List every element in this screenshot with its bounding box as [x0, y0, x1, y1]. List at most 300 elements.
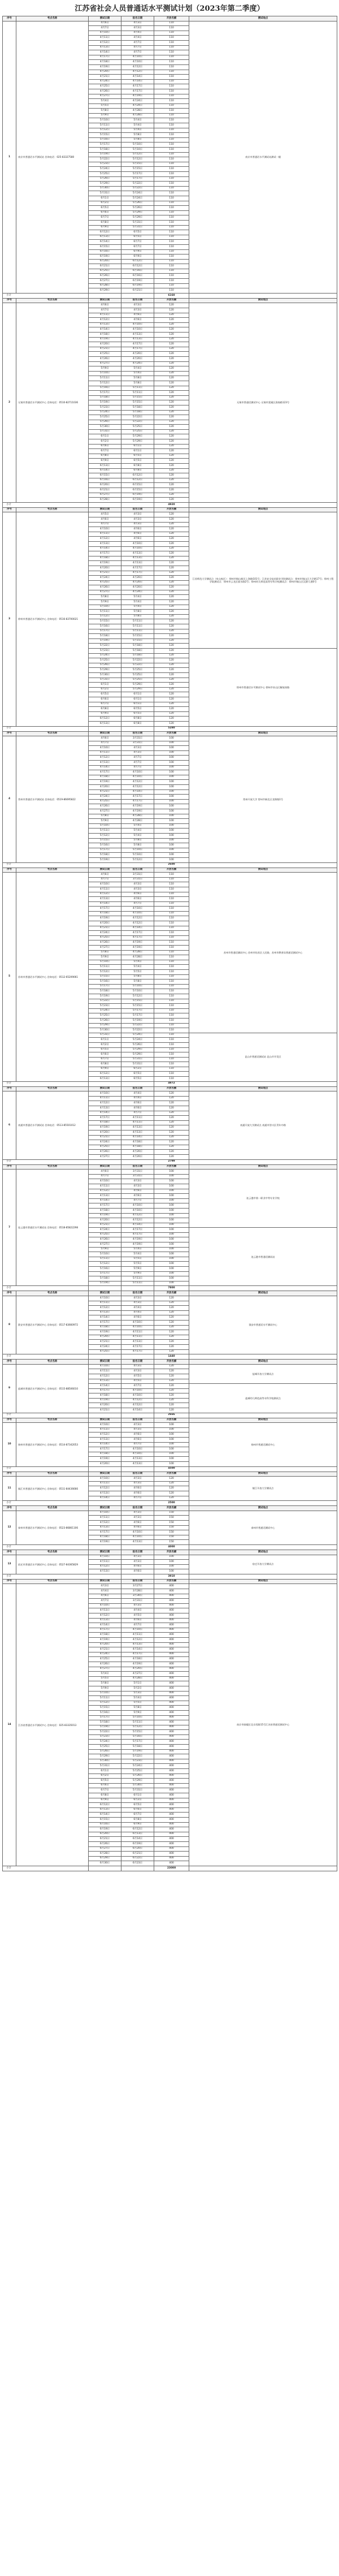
- subtotal-label: 小计: [3, 1081, 89, 1086]
- subtotal-value: 2500: [154, 1501, 189, 1506]
- capacity-cell: 120: [154, 483, 189, 488]
- test-date-cell: 4月12日: [89, 1520, 121, 1525]
- test-date-cell: 6月5日: [89, 692, 121, 697]
- test-date-cell: 4月19日: [89, 1398, 121, 1403]
- capacity-cell: 100: [154, 829, 189, 834]
- site-name: 徐州市普通话水平测试中心 咨询电话：0516-83700021: [16, 512, 89, 726]
- site-name: 苏州市普通话水平测试中心 咨询电话：0512-65209061: [16, 873, 89, 1082]
- registration-date-cell: 5月4日: [121, 128, 154, 133]
- capacity-cell: 120: [154, 405, 189, 410]
- test-date-cell: 5月16日: [89, 137, 121, 143]
- capacity-cell: 120: [154, 444, 189, 449]
- subtotal-label: 小计: [3, 1501, 89, 1506]
- registration-date-cell: 4月6日: [121, 1189, 154, 1194]
- test-date-cell: 5月11日: [89, 1696, 121, 1701]
- test-date-cell: 5月12日: [89, 833, 121, 838]
- capacity-cell: 120: [154, 473, 189, 478]
- registration-date-cell: 4月6日: [121, 1525, 154, 1530]
- capacity-cell: 110: [154, 230, 189, 235]
- test-date-cell: 4月18日: [89, 911, 121, 916]
- registration-date-cell: 5月19日: [121, 1018, 154, 1023]
- registration-date-cell: 4月10日: [121, 322, 154, 327]
- subtotal-row: [3, 1354, 337, 1360]
- capacity-cell: 120: [154, 356, 189, 361]
- registration-date-cell: 4月3日: [121, 1516, 154, 1521]
- test-date-cell: 4月25日: [89, 1657, 121, 1662]
- registration-date-cell: 6月23日: [121, 1861, 154, 1866]
- site-seq: 13: [3, 1555, 16, 1574]
- header-test-date: 测试日期: [89, 868, 121, 873]
- registration-date-cell: 4月3日: [121, 512, 154, 517]
- registration-date-cell: 3月31日: [121, 873, 154, 878]
- capacity-cell: 110: [154, 1057, 189, 1062]
- test-date-cell: 4月17日: [89, 55, 121, 60]
- registration-date-cell: 4月19日: [121, 1662, 154, 1667]
- capacity-cell: 120: [154, 1306, 189, 1311]
- test-date-cell: 4月24日: [89, 576, 121, 581]
- registration-date-cell: 4月10日: [121, 1320, 154, 1325]
- registration-date-cell: 5月11日: [121, 386, 154, 391]
- capacity-cell: 100: [154, 1276, 189, 1281]
- capacity-cell: 400: [154, 1827, 189, 1832]
- registration-date-cell: 4月19日: [121, 946, 154, 951]
- header-row: [3, 1550, 337, 1555]
- test-date-cell: 4月11日: [89, 1096, 121, 1101]
- registration-date-cell: 4月14日: [121, 926, 154, 931]
- test-date-cell: 5月26日: [89, 1018, 121, 1023]
- test-date-cell: 6月7日: [89, 702, 121, 707]
- capacity-cell: 120: [154, 1408, 189, 1413]
- registration-date-cell: 4月27日: [121, 1672, 154, 1677]
- header-reg-date: 报名日期: [121, 1506, 154, 1511]
- registration-date-cell: 6月6日: [121, 1807, 154, 1813]
- capacity-cell: 110: [154, 162, 189, 167]
- header-capacity: 开放名额: [154, 868, 189, 873]
- registration-date-cell: 6月5日: [121, 711, 154, 717]
- registration-date-cell: 4月6日: [121, 1101, 154, 1106]
- capacity-cell: 110: [154, 1013, 189, 1019]
- test-date-cell: 4月11日: [89, 1369, 121, 1374]
- header-seq: 序号: [3, 731, 16, 736]
- registration-date-cell: 4月10日: [121, 911, 154, 916]
- test-date-cell: 5月17日: [89, 848, 121, 853]
- test-date-cell: 4月11日: [89, 1481, 121, 1486]
- registration-date-cell: 4月6日: [121, 1486, 154, 1491]
- registration-date-cell: 3月31日: [121, 736, 154, 741]
- registration-date-cell: 4月10日: [121, 775, 154, 780]
- header-location: 测试地点: [189, 1291, 337, 1296]
- capacity-cell: 100: [154, 1208, 189, 1213]
- capacity-cell: 100: [154, 1232, 189, 1237]
- registration-date-cell: 5月25日: [121, 668, 154, 673]
- subtotal-value: 4000: [154, 1544, 189, 1550]
- test-date-cell: 4月11日: [89, 750, 121, 756]
- capacity-cell: 400: [154, 1734, 189, 1740]
- test-date-cell: 4月19日: [89, 561, 121, 566]
- capacity-cell: 400: [154, 1706, 189, 1711]
- test-date-cell: 4月13日: [89, 897, 121, 902]
- test-date-cell: 5月22日: [89, 999, 121, 1004]
- capacity-cell: 400: [154, 1793, 189, 1798]
- registration-date-cell: 5月8日: [121, 381, 154, 386]
- test-date-cell: 6月13日: [89, 1077, 121, 1082]
- capacity-cell: 100: [154, 1218, 189, 1223]
- registration-date-cell: 5月29日: [121, 683, 154, 688]
- registration-date-cell: 6月5日: [121, 707, 154, 712]
- registration-date-cell: 6月8日: [121, 1817, 154, 1822]
- test-date-cell: 5月9日: [89, 1686, 121, 1691]
- test-date-cell: 4月13日: [89, 1194, 121, 1199]
- test-date-cell: 4月13日: [89, 1106, 121, 1111]
- subtotal-empty: [121, 1466, 154, 1472]
- capacity-cell: 110: [154, 84, 189, 89]
- header-row: [3, 1086, 337, 1091]
- capacity-cell: 400: [154, 1846, 189, 1852]
- capacity-cell: 120: [154, 1315, 189, 1321]
- test-date-cell: 5月5日: [89, 103, 121, 109]
- registration-date-cell: 4月7日: [121, 765, 154, 770]
- capacity-cell: 110: [154, 916, 189, 921]
- test-date-cell: 4月14日: [89, 327, 121, 333]
- test-date-cell: 6月1日: [89, 1038, 121, 1043]
- test-date-cell: 6月27日: [89, 493, 121, 498]
- table-row: [3, 873, 337, 878]
- capacity-cell: 110: [154, 103, 189, 109]
- registration-date-cell: 4月3日: [121, 750, 154, 756]
- registration-date-cell: 4月10日: [121, 1208, 154, 1213]
- registration-date-cell: 4月6日: [121, 897, 154, 902]
- test-date-cell: 5月12日: [89, 970, 121, 975]
- header-location: 测试地点: [189, 1579, 337, 1584]
- site-seq: 4: [3, 736, 16, 862]
- capacity-cell: 120: [154, 1403, 189, 1408]
- header-reg-date: 报名日期: [121, 1418, 154, 1423]
- test-date-cell: 6月20日: [89, 1832, 121, 1837]
- registration-date-cell: 4月19日: [121, 809, 154, 814]
- test-date-cell: 6月6日: [89, 210, 121, 215]
- registration-date-cell: 4月17日: [121, 84, 154, 89]
- capacity-cell: 110: [154, 64, 189, 70]
- registration-date-cell: 6月1日: [121, 449, 154, 454]
- test-date-cell: 5月9日: [89, 955, 121, 960]
- subtotal-empty: [121, 1574, 154, 1579]
- site-name: 南京市普通话水平测试站 咨询电话：025-83327580: [16, 21, 89, 293]
- header-seq: 序号: [3, 1360, 16, 1365]
- header-location: 测试地点: [189, 1164, 337, 1170]
- subtotal-empty: [121, 1413, 154, 1418]
- test-date-cell: 4月6日: [89, 873, 121, 878]
- capacity-cell: 150: [154, 1511, 189, 1516]
- registration-date-cell: 4月5日: [121, 1379, 154, 1384]
- test-date-cell: 5月8日: [89, 814, 121, 819]
- registration-date-cell: 4月4日: [121, 36, 154, 41]
- capacity-cell: 100: [154, 746, 189, 751]
- capacity-cell: 120: [154, 1111, 189, 1116]
- header-location: 测试地点: [189, 1472, 337, 1477]
- test-date-cell: 4月18日: [89, 1120, 121, 1125]
- header-test-date: 测试日期: [89, 1360, 121, 1365]
- capacity-cell: 120: [154, 327, 189, 333]
- registration-date-cell: 4月24日: [121, 361, 154, 366]
- capacity-cell: 110: [154, 921, 189, 926]
- test-date-cell: 5月26日: [89, 1749, 121, 1754]
- test-plan-body: [3, 16, 337, 1871]
- registration-date-cell: 6月1日: [121, 702, 154, 707]
- registration-date-cell: 5月15日: [121, 1730, 154, 1735]
- capacity-cell: 120: [154, 1125, 189, 1130]
- registration-date-cell: 5月18日: [121, 1745, 154, 1750]
- test-date-cell: 5月18日: [89, 395, 121, 400]
- capacity-cell: 110: [154, 75, 189, 80]
- capacity-cell: 150: [154, 1530, 189, 1535]
- registration-date-cell: 5月4日: [121, 965, 154, 970]
- capacity-cell: 400: [154, 1642, 189, 1647]
- subtotal-empty: [121, 1159, 154, 1164]
- registration-date-cell: 5月10日: [121, 853, 154, 858]
- subtotal-label: 小计: [3, 726, 89, 731]
- capacity-cell: 110: [154, 1042, 189, 1047]
- test-date-cell: 6月19日: [89, 254, 121, 260]
- capacity-cell: 120: [154, 1106, 189, 1111]
- capacity-cell: 110: [154, 264, 189, 269]
- test-date-cell: 5月10日: [89, 823, 121, 829]
- site-name: 扬州市普通话水平测试中心 咨询电话：0514-87342053: [16, 1423, 89, 1466]
- test-date-cell: 6月9日: [89, 711, 121, 717]
- registration-date-cell: 4月4日: [121, 31, 154, 36]
- site-seq: 14: [3, 1584, 16, 1866]
- capacity-cell: 400: [154, 1749, 189, 1754]
- capacity-cell: 120: [154, 1330, 189, 1335]
- subtotal-value: 2666: [154, 1413, 189, 1418]
- registration-date-cell: 5月11日: [121, 1720, 154, 1725]
- subtotal-row: [3, 1501, 337, 1506]
- header-seq: 序号: [3, 298, 16, 303]
- registration-date-cell: 3月28日: [121, 1589, 154, 1594]
- capacity-cell: 120: [154, 415, 189, 420]
- capacity-cell: 120: [154, 707, 189, 712]
- registration-date-cell: 4月19日: [121, 1237, 154, 1242]
- registration-date-cell: 5月22日: [121, 420, 154, 425]
- test-date-cell: 4月6日: [89, 736, 121, 741]
- registration-date-cell: 5月25日: [121, 425, 154, 430]
- capacity-cell: 110: [154, 960, 189, 965]
- registration-date-cell: 4月10日: [121, 1452, 154, 1457]
- capacity-cell: 400: [154, 1618, 189, 1623]
- registration-date-cell: 5月25日: [121, 429, 154, 434]
- test-date-cell: 4月25日: [89, 935, 121, 940]
- test-date-cell: 4月21日: [89, 1223, 121, 1228]
- test-location: 宿迁开放大学测试点: [189, 1555, 337, 1574]
- test-date-cell: 4月7日: [89, 1174, 121, 1179]
- test-location: 徐州市普通话水平测试中心 徐州市泉山区解放南路: [189, 649, 337, 727]
- test-date-cell: 6月2日: [89, 687, 121, 692]
- capacity-cell: 110: [154, 70, 189, 75]
- registration-date-cell: 4月28日: [121, 955, 154, 960]
- registration-date-cell: 4月3日: [121, 1427, 154, 1432]
- registration-date-cell: 4月12日: [121, 916, 154, 921]
- capacity-cell: 120: [154, 1140, 189, 1145]
- table-row: [3, 1364, 337, 1369]
- test-date-cell: 4月20日: [89, 785, 121, 790]
- registration-date-cell: 5月31日: [121, 1062, 154, 1067]
- test-date-cell: 5月4日: [89, 99, 121, 104]
- test-date-cell: 4月21日: [89, 1647, 121, 1652]
- capacity-cell: 110: [154, 50, 189, 55]
- header-capacity: 开放名额: [154, 507, 189, 512]
- capacity-cell: 110: [154, 148, 189, 153]
- registration-date-cell: 4月7日: [121, 50, 154, 55]
- capacity-cell: 110: [154, 1072, 189, 1077]
- subtotal-empty: [89, 862, 121, 868]
- header-capacity: 开放名额: [154, 1086, 189, 1091]
- test-date-cell: 4月24日: [89, 1140, 121, 1145]
- test-date-cell: 5月16日: [89, 980, 121, 985]
- capacity-cell: 120: [154, 1301, 189, 1306]
- registration-date-cell: 4月10日: [121, 907, 154, 912]
- capacity-cell: 120: [154, 551, 189, 556]
- registration-date-cell: 5月10日: [121, 1715, 154, 1720]
- test-date-cell: 5月24日: [89, 653, 121, 658]
- capacity-cell: 120: [154, 1335, 189, 1340]
- registration-date-cell: 4月3日: [121, 1296, 154, 1301]
- test-date-cell: 5月10日: [89, 960, 121, 965]
- test-date-cell: 6月14日: [89, 468, 121, 473]
- registration-date-cell: 4月7日: [121, 761, 154, 766]
- test-date-cell: 5月8日: [89, 109, 121, 114]
- test-date-cell: 5月19日: [89, 638, 121, 644]
- registration-date-cell: 4月3日: [121, 1555, 154, 1560]
- registration-date-cell: 4月17日: [121, 566, 154, 571]
- document-title: 江苏省社会人员普通话水平测试计划（2023年第二季度）: [75, 5, 264, 13]
- header-seq: 序号: [3, 1291, 16, 1296]
- test-date-cell: 4月7日: [89, 522, 121, 527]
- registration-date-cell: 4月7日: [121, 1198, 154, 1203]
- capacity-cell: 120: [154, 333, 189, 338]
- test-date-cell: 6月21日: [89, 264, 121, 269]
- test-date-cell: 5月8日: [89, 595, 121, 600]
- capacity-cell: 110: [154, 873, 189, 878]
- test-date-cell: 4月11日: [89, 1184, 121, 1189]
- table-row: [3, 1170, 337, 1175]
- site-name: 南通市普通话水平测试站 咨询电话：0513-85501012: [16, 1091, 89, 1159]
- test-date-cell: 6月21日: [89, 488, 121, 493]
- registration-date-cell: 4月12日: [121, 785, 154, 790]
- capacity-cell: 110: [154, 887, 189, 892]
- registration-date-cell: 4月12日: [121, 64, 154, 70]
- test-date-cell: 5月19日: [89, 1725, 121, 1730]
- capacity-cell: 100: [154, 1170, 189, 1175]
- capacity-cell: 110: [154, 926, 189, 931]
- test-date-cell: 4月10日: [89, 746, 121, 751]
- registration-date-cell: 4月6日: [121, 1491, 154, 1496]
- subtotal-empty: [121, 1354, 154, 1360]
- test-date-cell: 4月18日: [89, 1535, 121, 1540]
- registration-date-cell: 5月19日: [121, 1749, 154, 1754]
- registration-date-cell: 4月13日: [121, 1340, 154, 1345]
- registration-date-cell: 5月4日: [121, 1247, 154, 1252]
- test-date-cell: 4月25日: [89, 352, 121, 357]
- test-date-cell: 6月27日: [89, 1846, 121, 1852]
- subtotal-value: 7800: [154, 1286, 189, 1291]
- test-date-cell: 4月7日: [89, 308, 121, 313]
- registration-date-cell: 6月21日: [121, 288, 154, 294]
- subtotal-empty: [89, 1544, 121, 1550]
- header-site: 考点名称: [16, 1360, 89, 1365]
- header-seq: 序号: [3, 1506, 16, 1511]
- header-test-date: 测试日期: [89, 1579, 121, 1584]
- test-date-cell: 6月13日: [89, 1807, 121, 1813]
- registration-date-cell: 4月6日: [121, 527, 154, 532]
- test-date-cell: 4月10日: [89, 1296, 121, 1301]
- test-date-cell: 5月31日: [89, 678, 121, 683]
- capacity-cell: 120: [154, 1325, 189, 1330]
- test-date-cell: 4月18日: [89, 333, 121, 338]
- registration-date-cell: 6月19日: [121, 283, 154, 288]
- capacity-cell: 110: [154, 196, 189, 201]
- subtotal-empty: [121, 293, 154, 298]
- test-date-cell: 6月9日: [89, 225, 121, 230]
- test-date-cell: 6月28日: [89, 1852, 121, 1857]
- registration-date-cell: 4月6日: [121, 313, 154, 318]
- registration-date-cell: 5月4日: [121, 829, 154, 834]
- capacity-cell: 400: [154, 1686, 189, 1691]
- registration-date-cell: 5月12日: [121, 857, 154, 862]
- test-date-cell: 5月30日: [89, 1759, 121, 1764]
- test-date-cell: 6月20日: [89, 259, 121, 264]
- capacity-cell: 110: [154, 1052, 189, 1058]
- capacity-cell: 400: [154, 1628, 189, 1633]
- test-date-cell: 4月24日: [89, 1228, 121, 1233]
- registration-date-cell: 5月4日: [121, 823, 154, 829]
- table-row: [3, 1423, 337, 1428]
- test-date-cell: 4月14日: [89, 1111, 121, 1116]
- registration-date-cell: 5月22日: [121, 415, 154, 420]
- capacity-cell: 110: [154, 133, 189, 138]
- test-date-cell: 6月8日: [89, 220, 121, 225]
- capacity-cell: 120: [154, 717, 189, 722]
- test-date-cell: 5月15日: [89, 1706, 121, 1711]
- capacity-cell: 110: [154, 21, 189, 26]
- test-date-cell: 4月13日: [89, 1569, 121, 1574]
- test-date-cell: 4月19日: [89, 1457, 121, 1462]
- capacity-cell: 110: [154, 79, 189, 84]
- test-date-cell: 5月10日: [89, 1252, 121, 1257]
- capacity-cell: 400: [154, 1730, 189, 1735]
- capacity-cell: 400: [154, 1584, 189, 1589]
- test-location: 常州开放大学 常州市新北区龙锦路1号: [189, 736, 337, 862]
- test-date-cell: 6月5日: [89, 1779, 121, 1784]
- capacity-cell: 100: [154, 1267, 189, 1272]
- registration-date-cell: 5月8日: [121, 980, 154, 985]
- capacity-cell: 110: [154, 1004, 189, 1009]
- registration-date-cell: 6月20日: [121, 1846, 154, 1852]
- registration-date-cell: 3月31日: [121, 877, 154, 882]
- registration-date-cell: 4月12日: [121, 1213, 154, 1218]
- subtotal-row: [3, 293, 337, 298]
- test-date-cell: 5月16日: [89, 386, 121, 391]
- site-seq: 5: [3, 873, 16, 1082]
- header-reg-date: 报名日期: [121, 1164, 154, 1170]
- capacity-cell: 110: [154, 892, 189, 897]
- registration-date-cell: 4月6日: [121, 318, 154, 323]
- capacity-cell: 120: [154, 595, 189, 600]
- capacity-cell: 120: [154, 395, 189, 400]
- test-date-cell: 6月9日: [89, 459, 121, 464]
- capacity-cell: 120: [154, 1477, 189, 1482]
- test-date-cell: 4月17日: [89, 907, 121, 912]
- capacity-cell: 100: [154, 833, 189, 838]
- test-date-cell: 5月17日: [89, 1715, 121, 1720]
